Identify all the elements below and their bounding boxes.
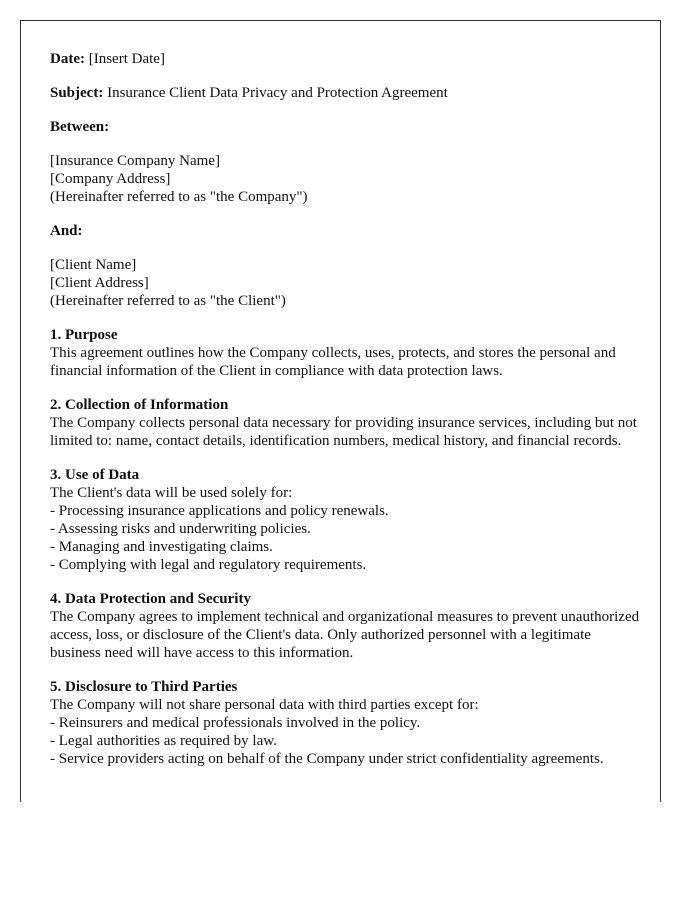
section-title: 4. Data Protection and Security: [50, 591, 251, 607]
section-body: The Company agrees to implement technical and organizational measures to prevent unauthorized access, loss, or disclosure of the Client's data. Only authorized personnel with a legitimate business need will have access to this information.: [50, 609, 640, 661]
list-item: - Processing insurance applications and policy renewals.: [50, 503, 389, 519]
subject-line: [50, 84, 640, 102]
section-title: 2. Collection of Information: [50, 397, 229, 413]
section-title: 5. Disclosure to Third Parties: [50, 679, 238, 695]
list-item: - Reinsurers and medical professionals involved in the policy.: [50, 715, 421, 731]
list-item: - Complying with legal and regulatory requirements.: [50, 557, 367, 573]
list-item: - Legal authorities as required by law.: [50, 733, 277, 749]
date-value: [Insert Date]: [88, 51, 165, 67]
document-body: [50, 50, 640, 784]
client-block: [50, 256, 640, 310]
date-line: [50, 50, 640, 68]
company-block: [50, 152, 640, 206]
section-use-of-data: [50, 466, 640, 574]
section-disclosure: [50, 678, 640, 768]
between-heading: [50, 118, 640, 136]
company-address: [Company Address]: [50, 171, 171, 187]
section-body: The Company collects personal data necessary for providing insurance services, including but not limited to: name, contact details, identification numbers, medical history, and financial records.: [50, 415, 637, 449]
date-label: Date:: [50, 51, 85, 67]
section-title: 3. Use of Data: [50, 467, 140, 483]
between-label: Between:: [50, 119, 110, 135]
company-reference: (Hereinafter referred to as "the Company"): [50, 189, 308, 205]
document-page: [20, 20, 661, 802]
section-body: This agreement outlines how the Company collects, uses, protects, and stores the personal and financial information of the Client in compliance with data protection laws.: [50, 345, 616, 379]
subject-value: Insurance Client Data Privacy and Protection Agreement: [107, 85, 448, 101]
section-title: 1. Purpose: [50, 327, 118, 343]
list-item: - Managing and investigating claims.: [50, 539, 273, 555]
subject-label: Subject:: [50, 85, 104, 101]
list-item: - Assessing risks and underwriting policies.: [50, 521, 311, 537]
and-label: And:: [50, 223, 83, 239]
client-reference: (Hereinafter referred to as "the Client"): [50, 293, 286, 309]
and-heading: [50, 222, 640, 240]
section-intro: The Client's data will be used solely for:: [50, 485, 293, 501]
section-data-protection: [50, 590, 640, 662]
section-collection: [50, 396, 640, 450]
section-intro: The Company will not share personal data with third parties except for:: [50, 697, 479, 713]
section-purpose: [50, 326, 640, 380]
client-address: [Client Address]: [50, 275, 149, 291]
client-name: [Client Name]: [50, 257, 137, 273]
company-name: [Insurance Company Name]: [50, 153, 220, 169]
list-item: - Service providers acting on behalf of the Company under strict confidentiality agreements.: [50, 751, 604, 767]
